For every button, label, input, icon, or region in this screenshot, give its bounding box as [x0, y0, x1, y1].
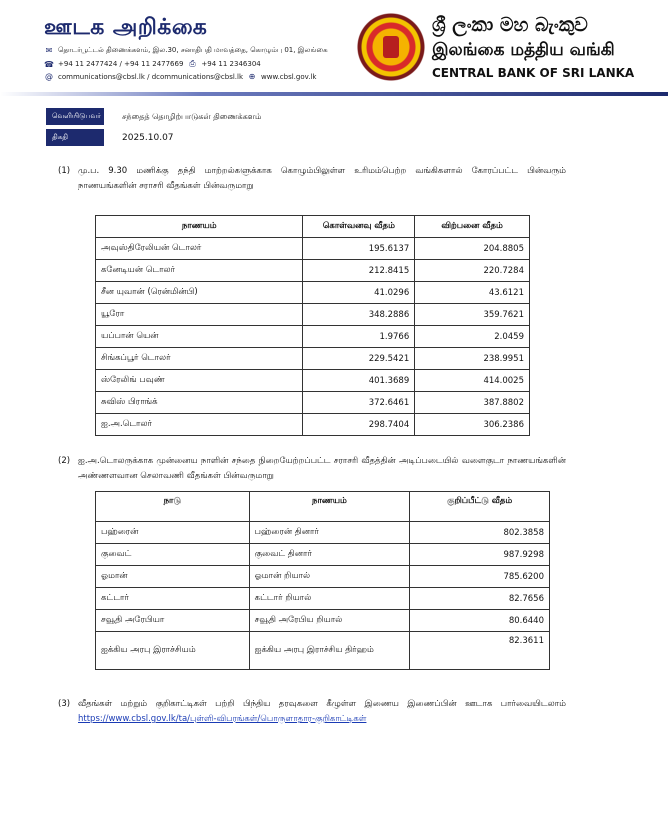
website-text[interactable]: www.cbsl.gov.lk — [261, 72, 317, 81]
selling-rate-cell: 414.0025 — [415, 370, 530, 392]
country-header: நாடு — [96, 492, 250, 522]
table-row — [96, 304, 530, 326]
table-row — [96, 370, 530, 392]
currency-cell: கட்டார் றியால் — [249, 588, 410, 610]
issued-by-label: வெளியிடுபவர் — [46, 108, 104, 125]
phone-icon: ☎ — [44, 59, 54, 69]
country-cell: ஐக்கிய அரபு இராச்சியம் — [96, 632, 250, 670]
rate-cell: 82.3611 — [410, 632, 550, 670]
currency-cell: சுவிஸ் பிராங்க் — [96, 392, 303, 414]
table-row — [96, 610, 550, 632]
currency-cell: ஐ.அ.டொலர் — [96, 414, 303, 436]
selling-rate-cell: 359.7621 — [415, 304, 530, 326]
currency-cell: யப்பான் யென் — [96, 326, 303, 348]
selling-rate-cell: 387.8802 — [415, 392, 530, 414]
selling-rate-cell: 220.7284 — [415, 260, 530, 282]
table-row — [96, 632, 550, 670]
currency-cell: கனேடியன் டொலர் — [96, 260, 303, 282]
bank-name-sinhala: ශ්‍රී ලංකා මහ බැංකුව — [432, 14, 588, 36]
currency-cell: குவைட் தினார் — [249, 544, 410, 566]
buying-rate-cell: 298.7404 — [303, 414, 415, 436]
buying-rate-cell: 195.6137 — [303, 238, 415, 260]
selling-rate-cell: 43.6121 — [415, 282, 530, 304]
rate-cell: 802.3858 — [410, 522, 550, 544]
country-cell: கட்டார் — [96, 588, 250, 610]
buying-rate-header: கொள்வனவு வீதம் — [303, 216, 415, 238]
paragraph-text: வீதங்கள் மற்றும் குறிகாட்டிகள் பற்றி பிந்திய தரவுகளை கீழுள்ள இணைய இணைப்பின் ஊடாக பார்வையிடலாம் — [78, 699, 566, 709]
indicative-rate-header: குறிப்பீட்டு வீதம் — [410, 492, 550, 522]
paragraph-text: மு.ப. 9.30 மணிக்கு தந்தி மாற்றல்களுக்காக கொழும்பிலுள்ள உரிமம்பெற்ற வங்கிகளால் கோரப்பட்ட பின்வரும் நாணயங்களின் சராசரி வீதங்கள் பின்வருமாறு — [78, 166, 566, 191]
buying-rate-cell: 212.8415 — [303, 260, 415, 282]
table-row — [96, 238, 530, 260]
at-icon: @ — [45, 72, 53, 81]
email-text[interactable]: communications@cbsl.lk / dcommunications@cbsl.lk — [58, 72, 244, 81]
buying-rate-cell: 401.3689 — [303, 370, 415, 392]
table-row — [96, 544, 550, 566]
paragraph-number: (1) — [58, 166, 71, 176]
table-row — [96, 566, 550, 588]
web-line — [44, 72, 316, 81]
currency-cell: சீன யுவான் (ரென்மின்பி) — [96, 282, 303, 304]
currency-cell: யூரோ — [96, 304, 303, 326]
country-cell: ஓமான் — [96, 566, 250, 588]
paragraph-text: ஐ.அ.டொலருக்காக முன்னைய நாளின் சந்தை நிறையேற்றப்பட்ட சராசரி வீதத்தின் அடிப்படையில் வளைகுடா நாணயங்களின் அண்ணளவான செலாவணி வீதங்கள் பின்வருமாறு — [78, 456, 566, 481]
table-row — [96, 282, 530, 304]
buying-rate-cell: 41.0296 — [303, 282, 415, 304]
country-cell: பஹ்ரைன் — [96, 522, 250, 544]
table-row — [96, 522, 550, 544]
selling-rate-cell: 306.2386 — [415, 414, 530, 436]
currency-header: நாணயம் — [96, 216, 303, 238]
table-row — [96, 588, 550, 610]
paragraph-2 — [58, 454, 566, 484]
mail-icon: ✉ — [45, 46, 53, 55]
lion-icon — [383, 36, 399, 58]
date-label: திகதி — [46, 129, 104, 146]
gulf-currency-table — [95, 491, 550, 670]
paragraph-1 — [58, 164, 566, 194]
table-row — [96, 414, 530, 436]
currency-header: நாணயம் — [249, 492, 410, 522]
header-divider — [0, 92, 668, 96]
paragraph-text-wrap — [78, 697, 566, 727]
selling-rate-cell: 204.8805 — [415, 238, 530, 260]
buying-rate-cell: 372.6461 — [303, 392, 415, 414]
address-text: தொடர்பூட்டல் திணைக்களம், இல.30, சனாதிபதி மாவத்தை, கொழும்பு 01, இலங்கை — [58, 46, 328, 54]
bank-name-tamil: இலங்கை மத்திய வங்கி — [432, 40, 615, 60]
table-row — [96, 392, 530, 414]
table-header-row — [96, 492, 550, 522]
country-cell: குவைட் — [96, 544, 250, 566]
currency-cell: சிங்கப்பூர் டொலர் — [96, 348, 303, 370]
phone-text: +94 11 2477424 / +94 11 2477669 — [58, 60, 184, 68]
media-release-title: ஊடக அறிக்கை — [44, 15, 208, 40]
currency-cell: ஓமான் றியால் — [249, 566, 410, 588]
table-row — [96, 348, 530, 370]
selling-rate-header: விற்பனை வீதம் — [415, 216, 530, 238]
table-header-row — [96, 216, 530, 238]
currency-cell: ஐக்கிய அரபு இராச்சிய திர்ஹம் — [249, 632, 410, 670]
issued-by-value: சந்தைத் தொழிற்பாடுகள் திணைக்களம் — [122, 112, 262, 121]
currency-cell: ஸ்ரேலிங் பவுண் — [96, 370, 303, 392]
address-line — [44, 46, 328, 55]
date-value: 2025.10.07 — [122, 133, 174, 143]
buying-rate-cell: 1.9766 — [303, 326, 415, 348]
bank-name-english: CENTRAL BANK OF SRI LANKA — [432, 66, 635, 80]
country-cell: சவூதி அரேபியா — [96, 610, 250, 632]
currency-cell: சவூதி அரேபிய றியால் — [249, 610, 410, 632]
contact-line — [44, 59, 261, 69]
table-row — [96, 326, 530, 348]
globe-icon: ⊕ — [248, 72, 256, 81]
rate-cell: 987.9298 — [410, 544, 550, 566]
rate-cell: 785.6200 — [410, 566, 550, 588]
table-row — [96, 260, 530, 282]
paragraph-number: (2) — [58, 456, 71, 466]
economic-indicators-link[interactable]: https://www.cbsl.gov.lk/ta/புள்ளி-விபரங்கள்/பொருளாதார-குறிகாட்டிகள் — [78, 714, 367, 724]
fax-icon: ⎙ — [189, 59, 196, 68]
currency-cell: அவுஸ்திரேலியன் டொலர் — [96, 238, 303, 260]
fax-text: +94 11 2346304 — [201, 60, 261, 68]
selling-rate-cell: 2.0459 — [415, 326, 530, 348]
paragraph-number: (3) — [58, 699, 71, 709]
exchange-rates-table — [95, 215, 530, 436]
rate-cell: 80.6440 — [410, 610, 550, 632]
selling-rate-cell: 238.9951 — [415, 348, 530, 370]
buying-rate-cell: 348.2886 — [303, 304, 415, 326]
currency-cell: பஹ்ரைன் தினார் — [249, 522, 410, 544]
paragraph-3 — [58, 697, 566, 727]
buying-rate-cell: 229.5421 — [303, 348, 415, 370]
rate-cell: 82.7656 — [410, 588, 550, 610]
